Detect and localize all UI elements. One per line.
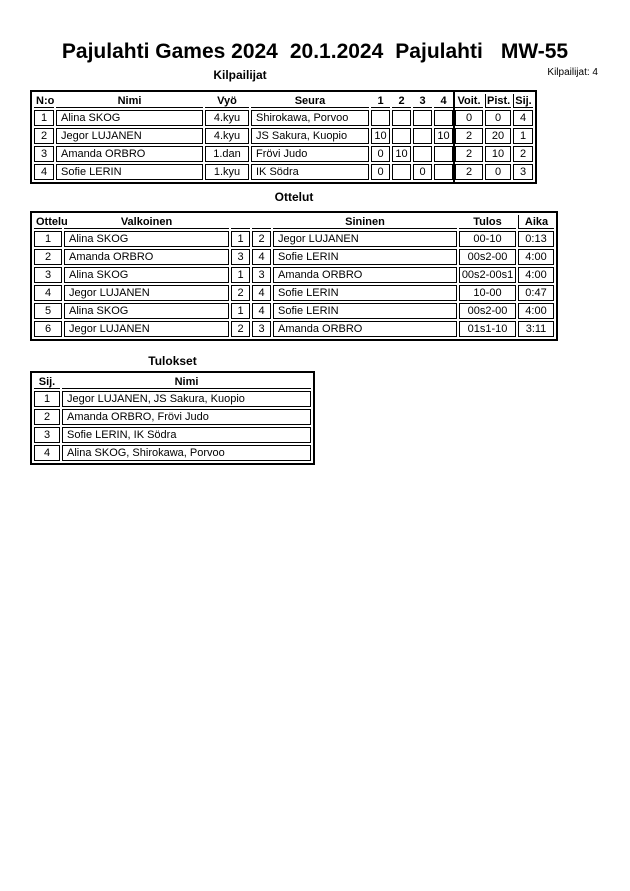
matches-table bbox=[30, 211, 558, 341]
cell-blue-seed: 4 bbox=[252, 303, 271, 319]
cell-round3-score bbox=[413, 146, 432, 162]
cell-nimi: Alina SKOG bbox=[56, 110, 203, 126]
cell-round3-score: 0 bbox=[413, 164, 432, 180]
cell-round4-score: 10 bbox=[434, 128, 453, 144]
cell-match-number: 4 bbox=[34, 285, 62, 301]
cell-match-number: 1 bbox=[34, 231, 62, 247]
col-header-blue-no bbox=[252, 215, 271, 229]
cell-white-player: Jegor LUJANEN bbox=[64, 321, 229, 337]
cell-place: 1 bbox=[34, 391, 60, 407]
cell-round4-score bbox=[434, 110, 453, 126]
results-header-row bbox=[34, 375, 311, 389]
cell-white-seed: 1 bbox=[231, 231, 250, 247]
cell-voit: 2 bbox=[455, 146, 483, 162]
cell-round4-score bbox=[434, 146, 453, 162]
cell-vyo: 1.kyu bbox=[205, 164, 249, 180]
cell-no: 1 bbox=[34, 110, 54, 126]
cell-blue-player: Sofie LERIN bbox=[273, 249, 457, 265]
event-location: Pajulahti bbox=[395, 40, 483, 63]
cell-voit: 0 bbox=[455, 110, 483, 126]
cell-pist: 0 bbox=[485, 110, 511, 126]
competitor-row bbox=[34, 110, 533, 126]
cell-tulos: 00s2-00 bbox=[459, 303, 516, 319]
cell-aika: 0:47 bbox=[518, 285, 554, 301]
col-header-round3: 3 bbox=[413, 94, 432, 108]
results-table bbox=[30, 371, 315, 465]
cell-seura: IK Södra bbox=[251, 164, 369, 180]
col-header-seura: Seura bbox=[251, 94, 369, 108]
col-header-tulos: Tulos bbox=[459, 215, 516, 229]
cell-aika: 4:00 bbox=[518, 303, 554, 319]
cell-match-number: 6 bbox=[34, 321, 62, 337]
col-header-round1: 1 bbox=[371, 94, 390, 108]
cell-competitor: Jegor LUJANEN, JS Sakura, Kuopio bbox=[62, 391, 311, 407]
cell-tulos: 00-10 bbox=[459, 231, 516, 247]
competitor-row bbox=[34, 164, 533, 180]
cell-competitor: Alina SKOG, Shirokawa, Porvoo bbox=[62, 445, 311, 461]
col-header-result-sij: Sij. bbox=[34, 375, 60, 389]
cell-match-number: 5 bbox=[34, 303, 62, 319]
competitor-row bbox=[34, 146, 533, 162]
cell-blue-player: Sofie LERIN bbox=[273, 285, 457, 301]
cell-round1-score: 0 bbox=[371, 164, 390, 180]
competitors-count: Kilpailijat: 4 bbox=[547, 67, 598, 78]
cell-white-player: Alina SKOG bbox=[64, 303, 229, 319]
cell-tulos: 00s2-00 bbox=[459, 249, 516, 265]
cell-competitor: Amanda ORBRO, Frövi Judo bbox=[62, 409, 311, 425]
cell-round4-score bbox=[434, 164, 453, 180]
cell-white-seed: 1 bbox=[231, 267, 250, 283]
cell-match-number: 3 bbox=[34, 267, 62, 283]
event-date: 20.1.2024 bbox=[289, 40, 384, 63]
cell-sij: 1 bbox=[513, 128, 533, 144]
cell-blue-player: Sofie LERIN bbox=[273, 303, 457, 319]
cell-round1-score bbox=[371, 110, 390, 126]
col-header-vyo: Vyö bbox=[205, 94, 249, 108]
cell-round2-score: 10 bbox=[392, 146, 411, 162]
cell-seura: Frövi Judo bbox=[251, 146, 369, 162]
cell-round3-score bbox=[413, 110, 432, 126]
cell-white-player: Jegor LUJANEN bbox=[64, 285, 229, 301]
competitors-table bbox=[30, 90, 537, 184]
cell-place: 3 bbox=[34, 427, 60, 443]
cell-place: 4 bbox=[34, 445, 60, 461]
cell-vyo: 4.kyu bbox=[205, 128, 249, 144]
cell-white-player: Alina SKOG bbox=[64, 267, 229, 283]
match-row bbox=[34, 321, 554, 337]
result-row bbox=[34, 391, 311, 407]
cell-pist: 10 bbox=[485, 146, 511, 162]
col-header-pist: Pist. bbox=[487, 94, 511, 107]
result-row bbox=[34, 445, 311, 461]
results-group-divider bbox=[453, 90, 455, 184]
result-row bbox=[34, 427, 311, 443]
cell-white-seed: 3 bbox=[231, 249, 250, 265]
cell-blue-seed: 3 bbox=[252, 321, 271, 337]
cell-no: 3 bbox=[34, 146, 54, 162]
col-header-sininen: Sininen bbox=[273, 215, 457, 229]
cell-white-seed: 1 bbox=[231, 303, 250, 319]
match-row bbox=[34, 249, 554, 265]
cell-aika: 4:00 bbox=[518, 249, 554, 265]
cell-blue-seed: 3 bbox=[252, 267, 271, 283]
page-title bbox=[0, 40, 630, 64]
competitors-section-label: Kilpailijat bbox=[213, 68, 267, 82]
col-header-round2: 2 bbox=[392, 94, 411, 108]
results-table-wrapper bbox=[30, 371, 315, 465]
cell-pist: 0 bbox=[485, 164, 511, 180]
cell-nimi: Sofie LERIN bbox=[56, 164, 203, 180]
cell-seura: JS Sakura, Kuopio bbox=[251, 128, 369, 144]
cell-nimi: Amanda ORBRO bbox=[56, 146, 203, 162]
cell-no: 2 bbox=[34, 128, 54, 144]
cell-pist: 20 bbox=[485, 128, 511, 144]
col-header-result-nimi: Nimi bbox=[62, 375, 311, 389]
cell-blue-seed: 4 bbox=[252, 285, 271, 301]
cell-white-seed: 2 bbox=[231, 285, 250, 301]
cell-place: 2 bbox=[34, 409, 60, 425]
cell-blue-seed: 2 bbox=[252, 231, 271, 247]
matches-section-label: Ottelut bbox=[274, 190, 314, 204]
match-row bbox=[34, 267, 554, 283]
cell-no: 4 bbox=[34, 164, 54, 180]
cell-sij: 3 bbox=[513, 164, 533, 180]
cell-round1-score: 0 bbox=[371, 146, 390, 162]
cell-round2-score bbox=[392, 110, 411, 126]
col-header-no: N:o bbox=[36, 94, 55, 107]
match-row bbox=[34, 303, 554, 319]
cell-match-number: 2 bbox=[34, 249, 62, 265]
cell-aika: 4:00 bbox=[518, 267, 554, 283]
competitors-table-wrapper bbox=[30, 90, 537, 184]
cell-round2-score bbox=[392, 164, 411, 180]
col-header-valkoinen: Valkoinen bbox=[64, 215, 229, 229]
cell-white-player: Amanda ORBRO bbox=[64, 249, 229, 265]
results-section-label: Tulokset bbox=[148, 354, 197, 368]
col-header-nimi: Nimi bbox=[56, 94, 203, 108]
cell-round2-score bbox=[392, 128, 411, 144]
cell-voit: 2 bbox=[455, 128, 483, 144]
col-header-voit: Voit. bbox=[455, 94, 483, 108]
cell-tulos: 10-00 bbox=[459, 285, 516, 301]
cell-vyo: 1.dan bbox=[205, 146, 249, 162]
col-header-aika: Aika bbox=[518, 215, 554, 229]
cell-round1-score: 10 bbox=[371, 128, 390, 144]
match-row bbox=[34, 285, 554, 301]
col-header-round4: 4 bbox=[434, 94, 453, 108]
matches-table-wrapper bbox=[30, 211, 558, 341]
cell-tulos: 00s2-00s1 bbox=[459, 267, 516, 283]
category-name: MW-55 bbox=[500, 40, 569, 63]
col-header-white-no bbox=[231, 215, 250, 229]
cell-sij: 4 bbox=[513, 110, 533, 126]
cell-voit: 2 bbox=[455, 164, 483, 180]
cell-nimi: Jegor LUJANEN bbox=[56, 128, 203, 144]
cell-blue-player: Amanda ORBRO bbox=[273, 321, 457, 337]
cell-white-player: Alina SKOG bbox=[64, 231, 229, 247]
cell-blue-player: Amanda ORBRO bbox=[273, 267, 457, 283]
col-header-ottelu: Ottelu bbox=[36, 215, 68, 228]
col-header-sij: Sij. bbox=[513, 94, 533, 108]
match-row bbox=[34, 231, 554, 247]
competitors-header-row bbox=[34, 94, 533, 108]
competitor-row bbox=[34, 128, 533, 144]
cell-blue-player: Jegor LUJANEN bbox=[273, 231, 457, 247]
cell-sij: 2 bbox=[513, 146, 533, 162]
cell-tulos: 01s1-10 bbox=[459, 321, 516, 337]
result-row bbox=[34, 409, 311, 425]
event-name: Pajulahti Games 2024 bbox=[61, 40, 278, 63]
cell-competitor: Sofie LERIN, IK Södra bbox=[62, 427, 311, 443]
matches-header-row bbox=[34, 215, 554, 229]
cell-white-seed: 2 bbox=[231, 321, 250, 337]
cell-blue-seed: 4 bbox=[252, 249, 271, 265]
cell-round3-score bbox=[413, 128, 432, 144]
cell-aika: 0:13 bbox=[518, 231, 554, 247]
cell-aika: 3:11 bbox=[518, 321, 554, 337]
cell-seura: Shirokawa, Porvoo bbox=[251, 110, 369, 126]
cell-vyo: 4.kyu bbox=[205, 110, 249, 126]
